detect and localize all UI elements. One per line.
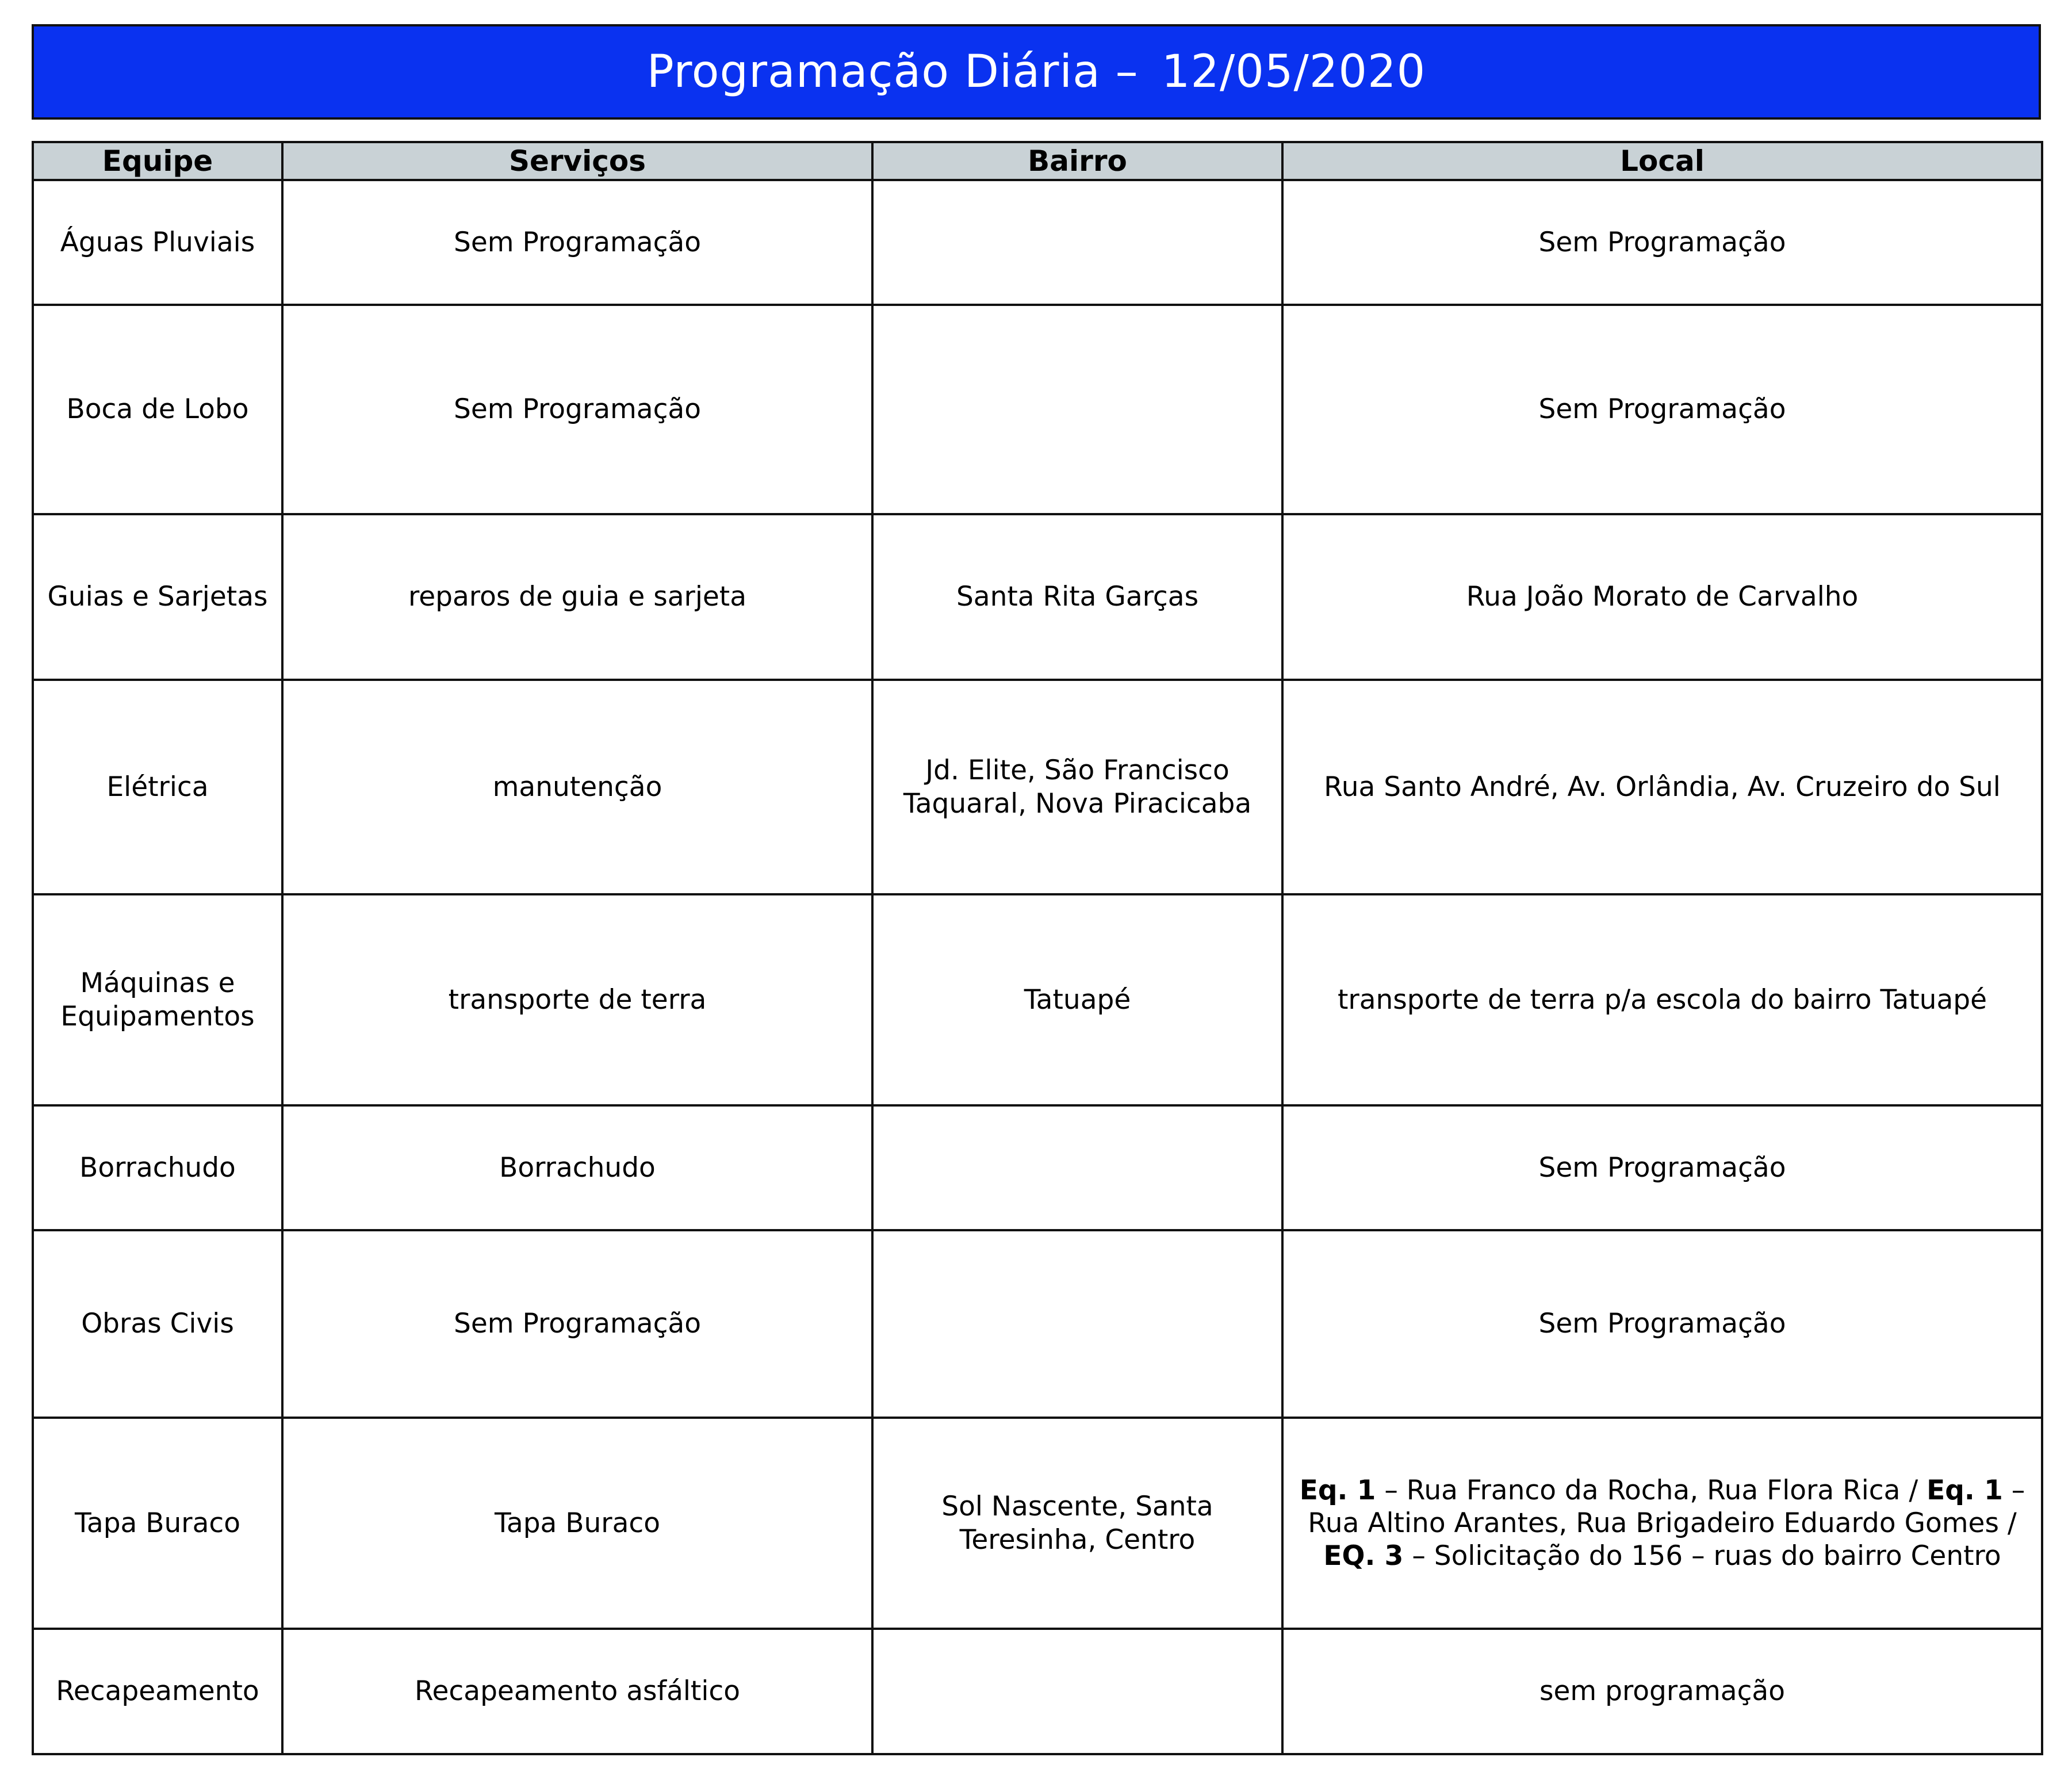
schedule-table (32, 141, 2043, 1755)
page-title (32, 24, 2041, 120)
cell-bairro: Tatuapé (872, 894, 1282, 1105)
local-text: – Rua Franco da Rocha, Rua Flora Rica / (1376, 1474, 1927, 1506)
cell-equipe (33, 894, 282, 1105)
cell-local: Sem Programação (1282, 180, 2042, 305)
table-row (33, 894, 2042, 1105)
cell-servicos: Recapeamento asfáltico (282, 1629, 872, 1754)
title-text: Programação Diária – (646, 46, 1139, 98)
cell-bairro (872, 1105, 1282, 1230)
cell-bairro (872, 1418, 1282, 1629)
table-row (33, 1230, 2042, 1418)
cell-servicos: Sem Programação (282, 1230, 872, 1418)
cell-servicos: Borrachudo (282, 1105, 872, 1230)
table-header-row (33, 142, 2042, 180)
cell-equipe: Águas Pluviais (33, 180, 282, 305)
cell-local: Sem Programação (1282, 1105, 2042, 1230)
column-header-bairro: Bairro (872, 142, 1282, 180)
cell-servicos: Tapa Buraco (282, 1418, 872, 1629)
cell-local: Sem Programação (1282, 305, 2042, 514)
cell-local (1282, 1418, 2042, 1629)
table-row (33, 514, 2042, 680)
cell-local: Rua Santo André, Av. Orlândia, Av. Cruzeiro do Sul (1282, 680, 2042, 894)
cell-bairro (872, 305, 1282, 514)
cell-bairro (872, 1230, 1282, 1418)
cell-local: transporte de terra p/a escola do bairro Tatuapé (1282, 894, 2042, 1105)
cell-local: Sem Programação (1282, 1230, 2042, 1418)
table-row (33, 1418, 2042, 1629)
cell-bairro-line: Jd. Elite, São Francisco (925, 755, 1230, 787)
cell-equipe: Elétrica (33, 680, 282, 894)
column-header-servicos: Serviços (282, 142, 872, 180)
team-label: Eq. 1 (1299, 1474, 1376, 1506)
cell-bairro (872, 180, 1282, 305)
cell-equipe: Guias e Sarjetas (33, 514, 282, 680)
cell-servicos: reparos de guia e sarjeta (282, 514, 872, 680)
cell-local: Rua João Morato de Carvalho (1282, 514, 2042, 680)
table-row (33, 305, 2042, 514)
cell-equipe: Boca de Lobo (33, 305, 282, 514)
local-text: – Rua Altino Arantes, Rua Brigadeiro Eduardo Gomes / (1308, 1474, 2025, 1539)
table-row (33, 180, 2042, 305)
title-date: 12/05/2020 (1161, 46, 1426, 98)
cell-bairro: Santa Rita Garças (872, 514, 1282, 680)
cell-servicos: transporte de terra (282, 894, 872, 1105)
team-label: Eq. 1 (1927, 1474, 2003, 1506)
table-row (33, 680, 2042, 894)
cell-equipe: Borrachudo (33, 1105, 282, 1230)
cell-equipe: Obras Civis (33, 1230, 282, 1418)
cell-servicos: manutenção (282, 680, 872, 894)
cell-bairro-line: Taquaral, Nova Piracicaba (903, 787, 1252, 820)
team-label: EQ. 3 (1323, 1540, 1404, 1572)
cell-servicos: Sem Programação (282, 180, 872, 305)
cell-equipe-line: Equipamentos (60, 1000, 255, 1032)
cell-equipe: Tapa Buraco (33, 1418, 282, 1629)
cell-bairro (872, 680, 1282, 894)
cell-equipe: Recapeamento (33, 1629, 282, 1754)
cell-bairro-line: Sol Nascente, Santa (941, 1491, 1213, 1523)
table-row (33, 1629, 2042, 1754)
cell-bairro-line: Teresinha, Centro (959, 1523, 1196, 1556)
table-row (33, 1105, 2042, 1230)
local-text: – Solicitação do 156 – ruas do bairro Centro (1403, 1540, 2001, 1572)
column-header-equipe: Equipe (33, 142, 282, 180)
cell-bairro (872, 1629, 1282, 1754)
column-header-local: Local (1282, 142, 2042, 180)
cell-servicos: Sem Programação (282, 305, 872, 514)
cell-local: sem programação (1282, 1629, 2042, 1754)
cell-equipe-line: Máquinas e (80, 967, 235, 1000)
